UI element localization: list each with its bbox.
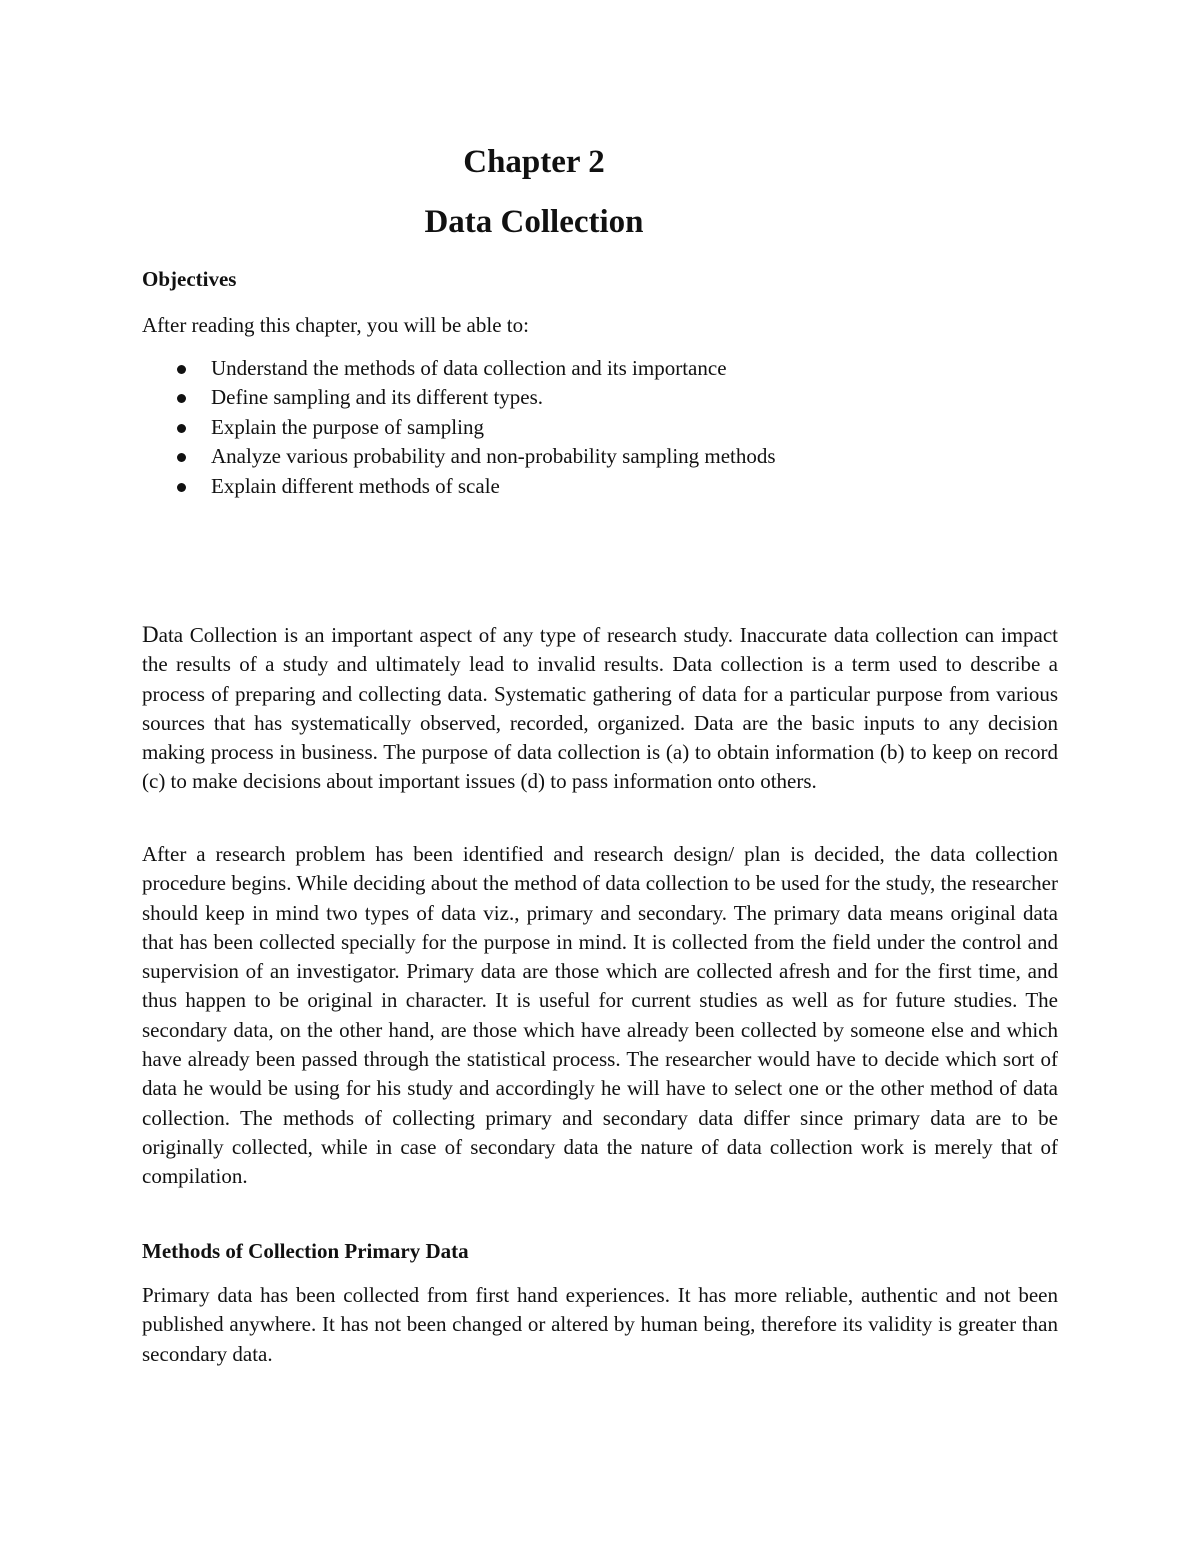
- objective-text: Understand the methods of data collection and its importance: [211, 356, 727, 380]
- paragraph-primary-secondary: After a research problem has been identified and research design/ plan is decided, the data collection procedure begins. While deciding about the method of data collection to be used for the study, the researcher should keep in mind two types of data viz., primary and secondary. The primary data means original data that has been collected specially for the purpose in mind. It is collected from the field under the control and supervision of an investigator. Primary data are those which are collected afresh and for the first time, and thus happen to be original in character. It is useful for current studies as well as for future studies. The secondary data, on the other hand, are those which have already been collected by someone else and which have already been passed through the statistical process. The researcher would have to decide which sort of data he would be using for his study and accordingly he will have to select one or the other method of data collection. The methods of collecting primary and secondary data differ since primary data are to be originally collected, while in case of secondary data the nature of data collection work is merely that of compilation.: [142, 842, 1058, 1189]
- list-item: [142, 472, 1062, 501]
- bullet-icon: [177, 453, 186, 462]
- bullet-icon: [177, 424, 186, 433]
- objective-text: Explain the purpose of sampling: [211, 414, 484, 439]
- list-item: [142, 383, 1062, 412]
- objectives-list: [142, 354, 1062, 501]
- section-heading: Methods of Collection Primary Data: [142, 1239, 469, 1263]
- objectives-intro: After reading this chapter, you will be able to:: [142, 313, 529, 337]
- list-item: [142, 354, 1062, 383]
- objective-text: Define sampling and its different types.: [211, 385, 544, 410]
- paragraph-data-collection-intro: [142, 620, 1058, 797]
- paragraph-text: ata Collection is an important aspect of any type of research study. Inaccurate data collection can impact the results of a study and ultimately lead to invalid results. Data collection is a term used to describe a process of preparing and collecting data. Systematic gathering of data for a particular purpose from various sources that has systematically observed, recorded, organized. Data are the basic inputs to any decision making process in business. The purpose of data collection is (a) to obtain information (b) to keep on record (c) to make decisions about important issues (d) to pass information onto others.: [142, 623, 1058, 794]
- paragraph-primary-data: Primary data has been collected from first hand experiences. It has more reliable, authentic and not been published anywhere. It has not been changed or altered by human being, therefore its validity is greater than secondary data.: [142, 1283, 1058, 1366]
- paragraph-first-letter: D: [142, 622, 159, 647]
- objective-text: Analyze various probability and non-probability sampling methods: [211, 444, 776, 469]
- list-item: [142, 413, 1062, 442]
- objective-text: Explain different methods of scale: [211, 473, 500, 498]
- bullet-icon: [177, 394, 186, 403]
- bullet-icon: [177, 483, 186, 492]
- chapter-title: Chapter 2: [463, 144, 605, 180]
- objectives-heading: Objectives: [142, 267, 237, 291]
- bullet-icon: [177, 365, 186, 374]
- list-item: [142, 442, 1062, 471]
- chapter-subtitle: Data Collection: [424, 204, 644, 240]
